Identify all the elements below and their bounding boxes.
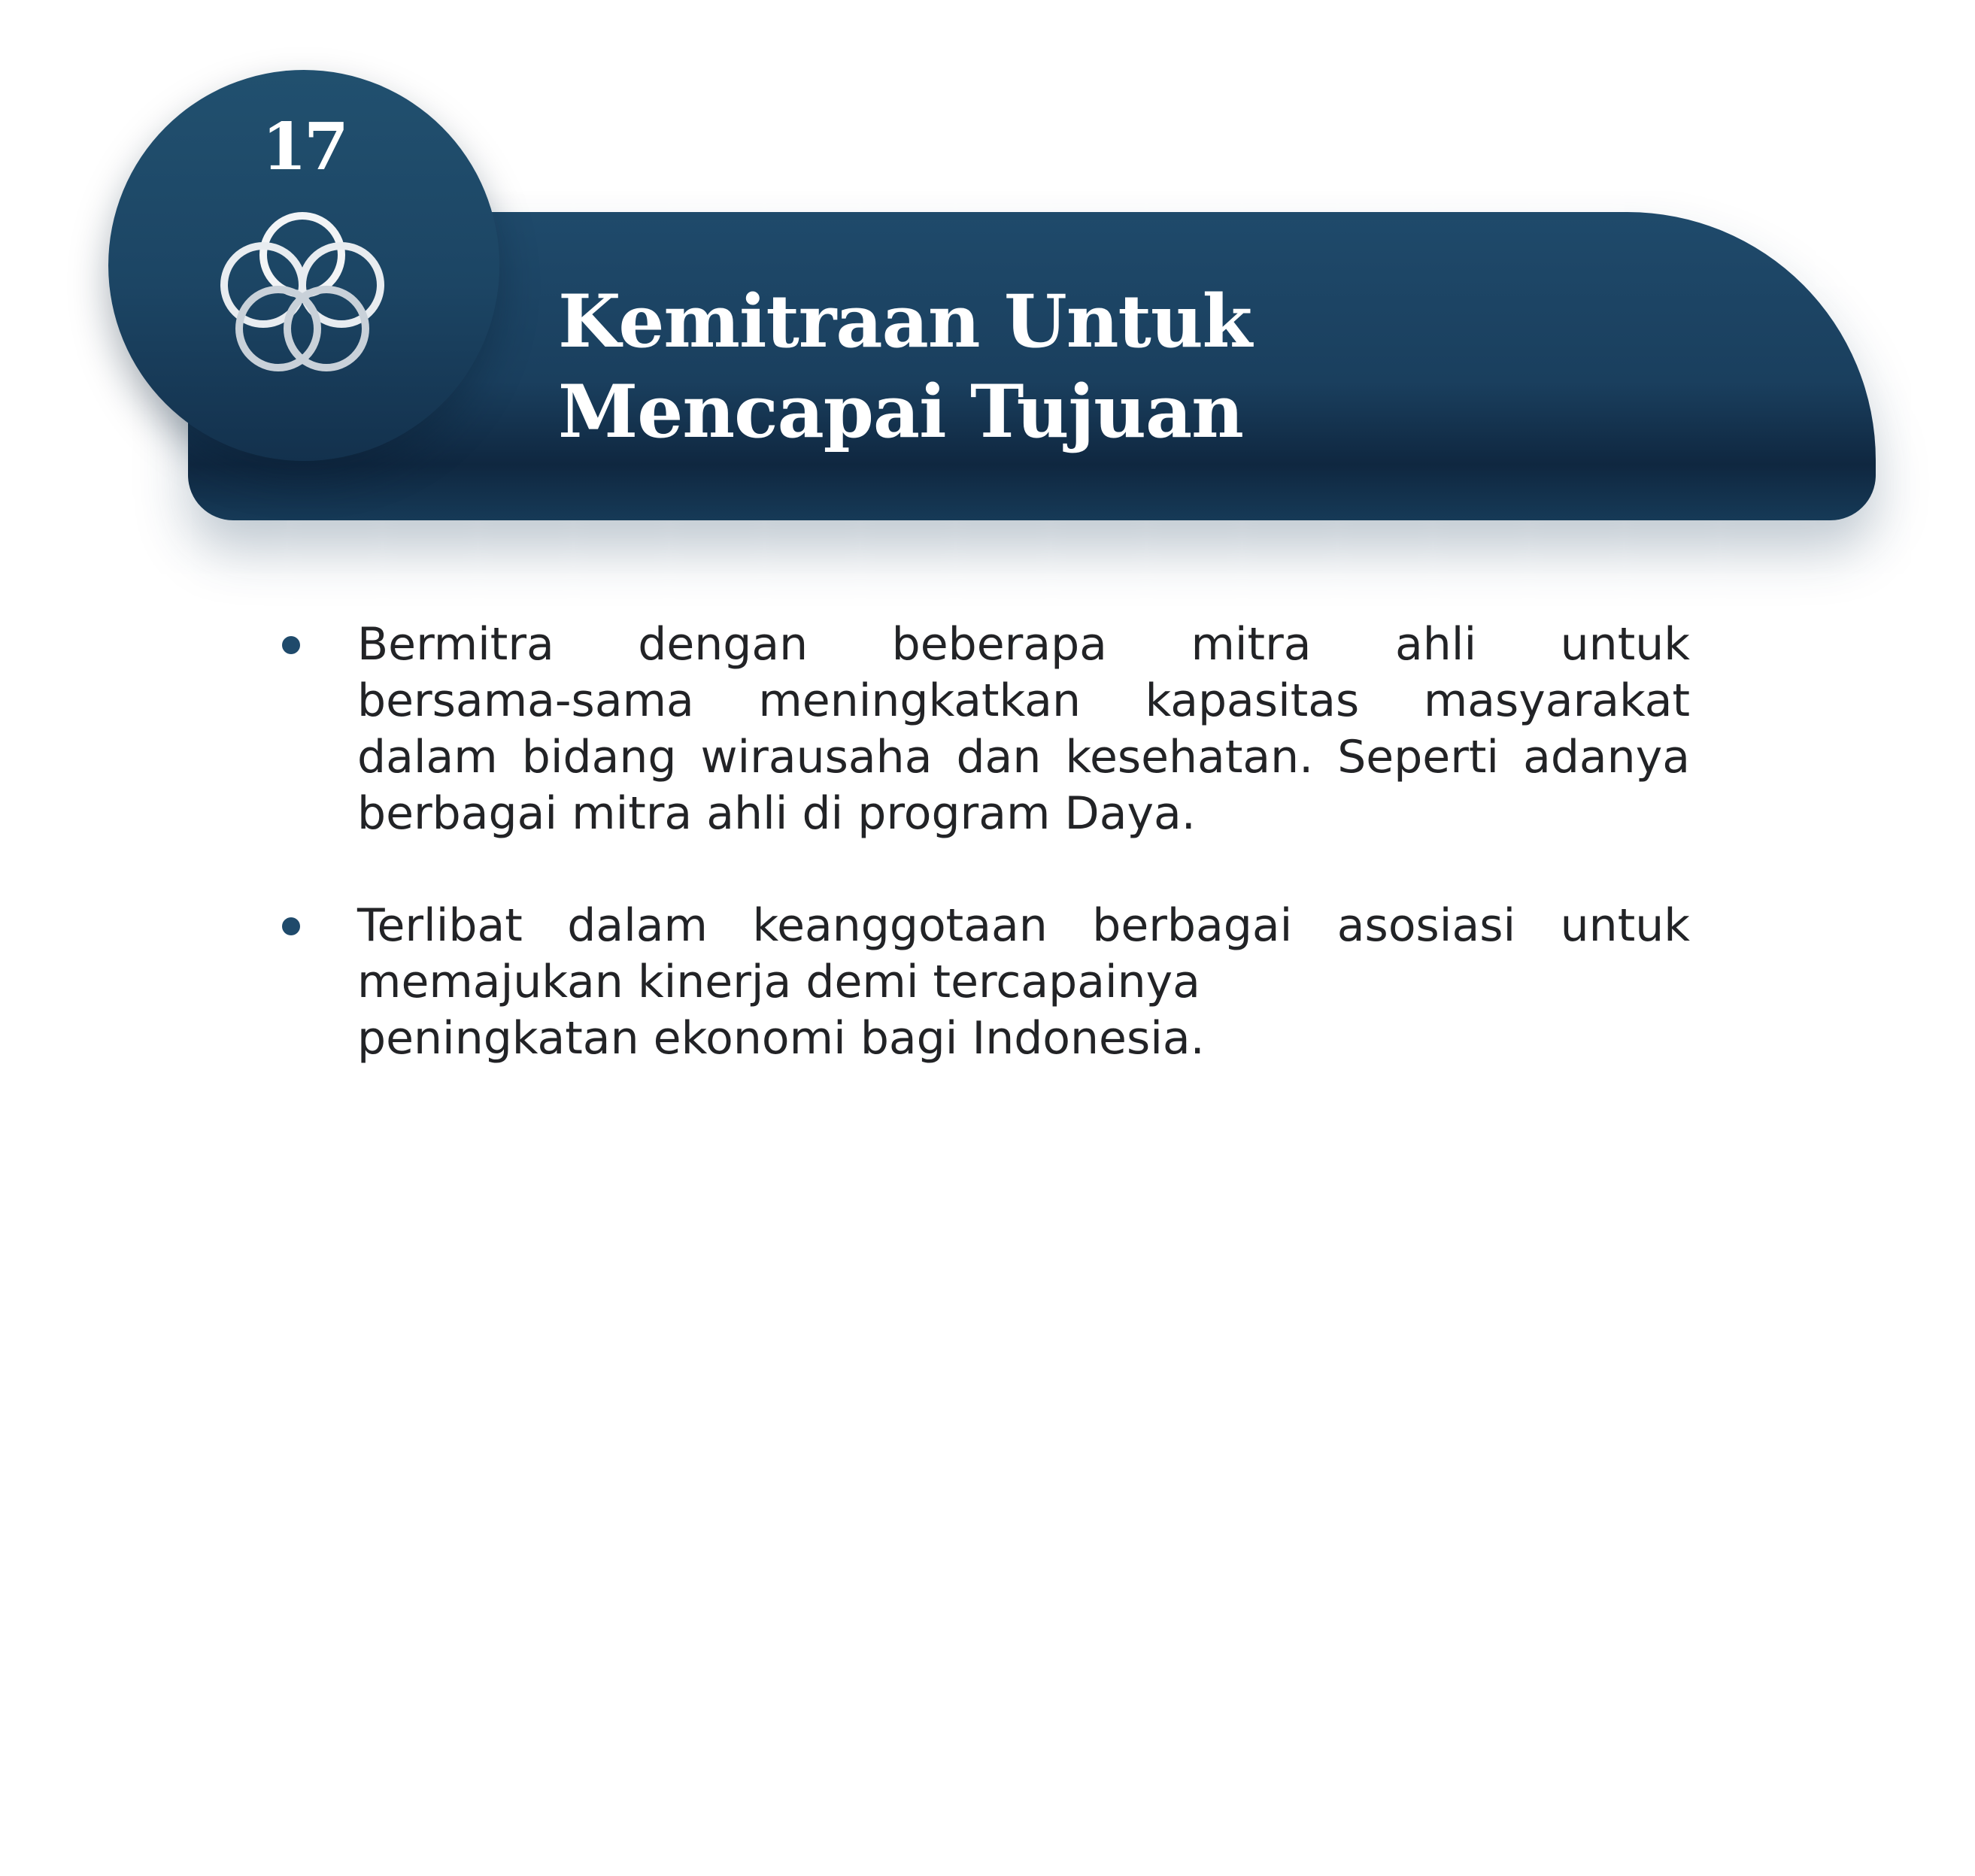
bullet-line: dalam bidang wirausaha dan kesehatan. Seperti adanya — [357, 731, 1690, 783]
goal-number: 17 — [262, 109, 346, 185]
bullet-item — [357, 898, 1690, 1067]
title-line-1: Kemitraan Untuk — [558, 279, 1252, 364]
goal-badge — [108, 70, 499, 461]
bullet-line: memajukan kinerja demi tercapainya — [357, 956, 1200, 1008]
bullet-line: berbagai mitra ahli di program Daya. — [357, 787, 1196, 840]
bullet-line: peningkatan ekonomi bagi Indonesia. — [357, 1012, 1205, 1065]
bullet-item — [357, 617, 1690, 842]
bullet-line: Terlibat dalam keanggotaan berbagai asosiasi untuk — [357, 899, 1690, 952]
bullet-text — [357, 898, 1690, 1067]
title-line-2: Mencapai Tujuan — [558, 369, 1243, 454]
five-interlocking-rings-icon — [205, 207, 400, 387]
bullet-line: Bermitra dengan beberapa mitra ahli untuk — [357, 618, 1690, 671]
bullet-dot-icon — [282, 917, 300, 935]
bullet-line: bersama-sama meningkatkan kapasitas masyarakat — [357, 674, 1690, 727]
bullet-dot-icon — [282, 636, 300, 654]
page-title — [558, 277, 1251, 457]
bullet-list — [357, 617, 1690, 1123]
bullet-text — [357, 617, 1690, 842]
